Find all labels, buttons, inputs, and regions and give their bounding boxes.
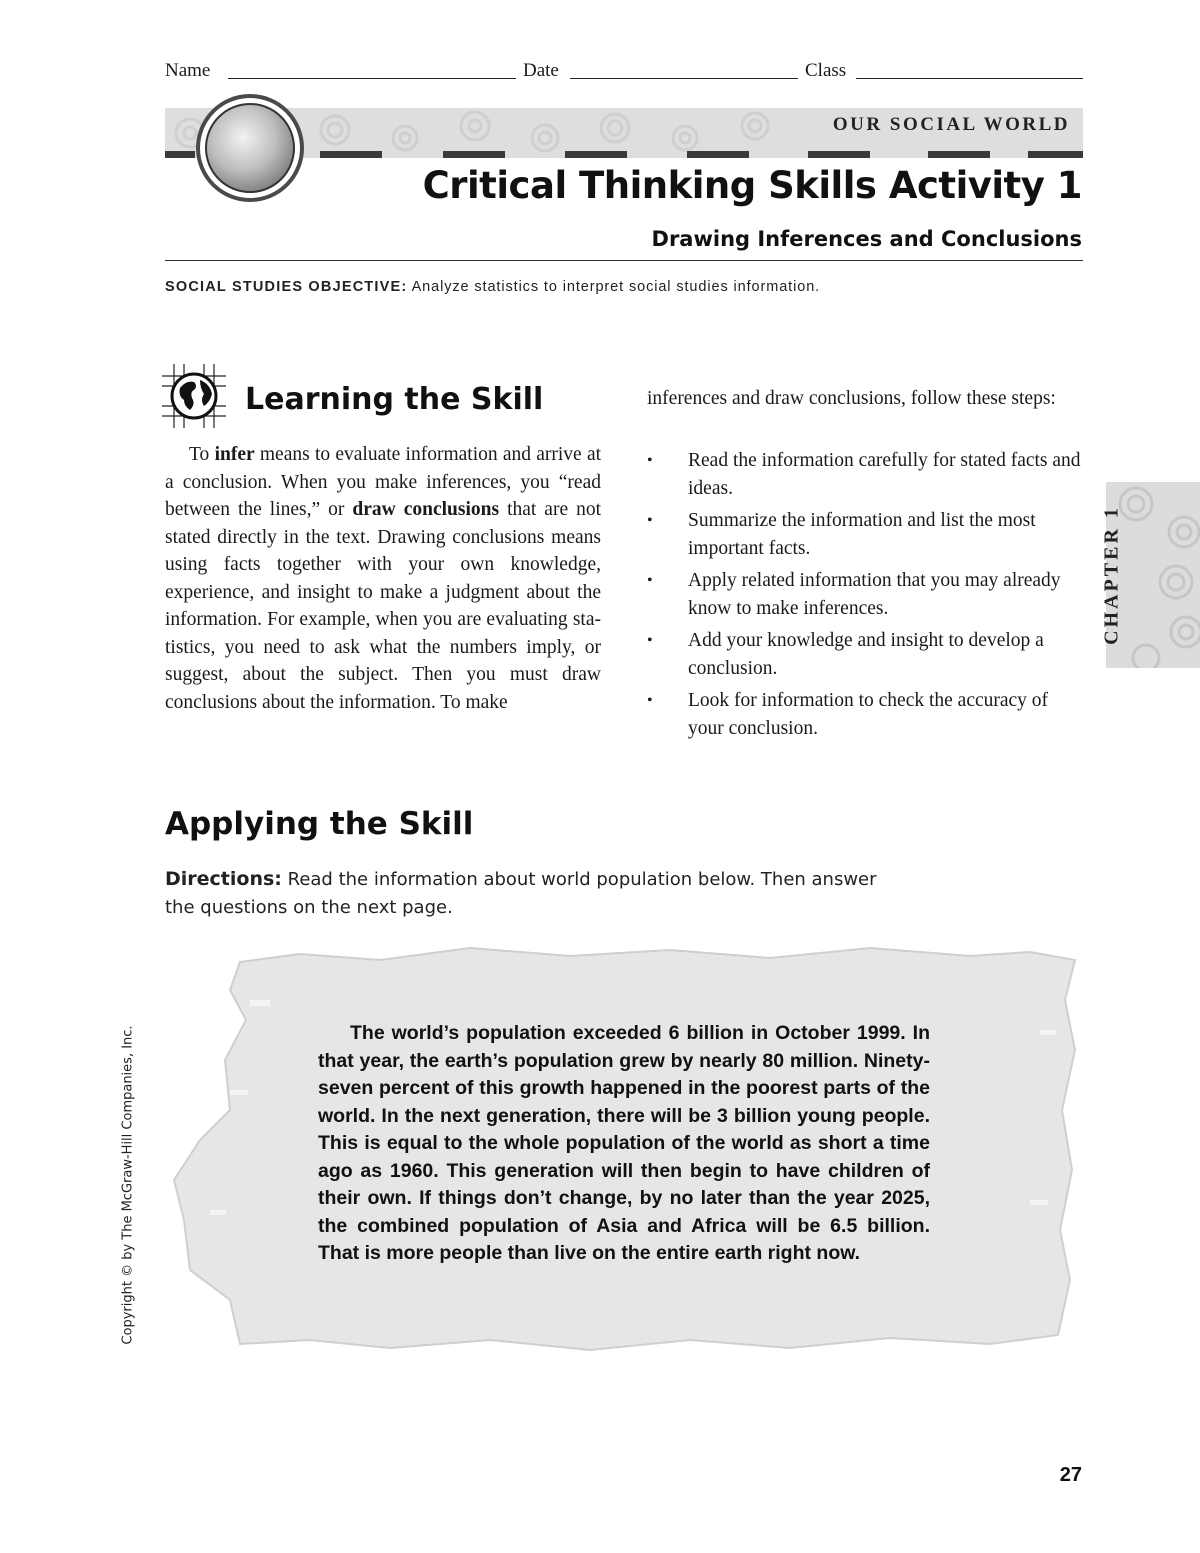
page-subtitle: Drawing Inferences and Conclusions <box>651 227 1082 251</box>
chapter-label: CHAPTER 1 <box>1100 505 1123 645</box>
divider <box>165 260 1083 261</box>
name-label: Name <box>165 60 211 81</box>
list-item: • Look for information to check the accuracy of your conclusion. <box>647 687 1083 742</box>
bullet-icon: • <box>647 512 653 529</box>
directions <box>165 865 885 922</box>
date-label: Date <box>523 60 559 81</box>
bullet-icon: • <box>647 452 653 469</box>
learning-paragraph: To infer means to evaluate information and arrive at a conclusion. When you make inferences, you “read between the lines,” or draw conclusions that are not stated directly in the text. Drawing conclusions means using facts together with your own knowledge, experience, and insight to make a judgment about the information. For example, when you are evaluating statistics, you need to ask what the numbers imply, or suggest, about the subject. Then you must draw conclusions about the information. To make <box>165 444 602 713</box>
list-item: • Apply related information that you may already know to make inferences. <box>647 567 1083 622</box>
class-label: Class <box>805 60 847 81</box>
directions-text: Read the information about world population below. Then answer the questions on the next page. <box>165 869 877 918</box>
list-item: • Read the information carefully for stated facts and ideas. <box>647 447 1083 502</box>
bullet-icon: • <box>647 692 653 709</box>
objective <box>165 279 820 295</box>
objective-text: Analyze statistics to interpret social studies information. <box>411 279 821 295</box>
bullet-icon: • <box>647 632 653 649</box>
bullet-icon: • <box>647 572 653 589</box>
date-field[interactable] <box>570 78 798 79</box>
unit-label: OUR SOCIAL WORLD <box>832 114 1070 135</box>
page-title: Critical Thinking Skills Activity 1 <box>422 164 1082 207</box>
steps-list <box>647 447 1083 747</box>
directions-label: Directions: <box>165 868 282 890</box>
name-field[interactable] <box>228 78 516 79</box>
list-item: • Summarize the information and list the most important facts. <box>647 507 1083 562</box>
list-item: • Add your knowledge and insight to develop a conclusion. <box>647 627 1083 682</box>
applying-heading: Applying the Skill <box>165 806 474 842</box>
learning-heading: Learning the Skill <box>245 382 544 417</box>
copyright-notice: Copyright © by The McGraw-Hill Companies, Inc. <box>120 1025 136 1345</box>
population-passage: The world’s population exceeded 6 billion in October 1999. In that year, the earth’s population grew by nearly 80 million. Ninety-seven percent of this growth happened in the poorest parts of the world. In the next generation, there will be 3 billion young people. This is equal to the whole population of the world as short a time ago as 1960. This generation will then begin to have children of their own. If things don’t change, by no later than the year 2025, the combined population of Asia and Africa will be 6.5 billion. That is more people than live on the entire earth right now. <box>318 1022 930 1264</box>
page-number: 27 <box>1059 1464 1082 1486</box>
objective-label: SOCIAL STUDIES OBJECTIVE: <box>165 279 408 295</box>
learning-continued: inferences and draw conclusions, follow these steps: <box>647 388 1056 409</box>
globe-icon <box>160 362 228 430</box>
class-field[interactable] <box>856 78 1083 79</box>
